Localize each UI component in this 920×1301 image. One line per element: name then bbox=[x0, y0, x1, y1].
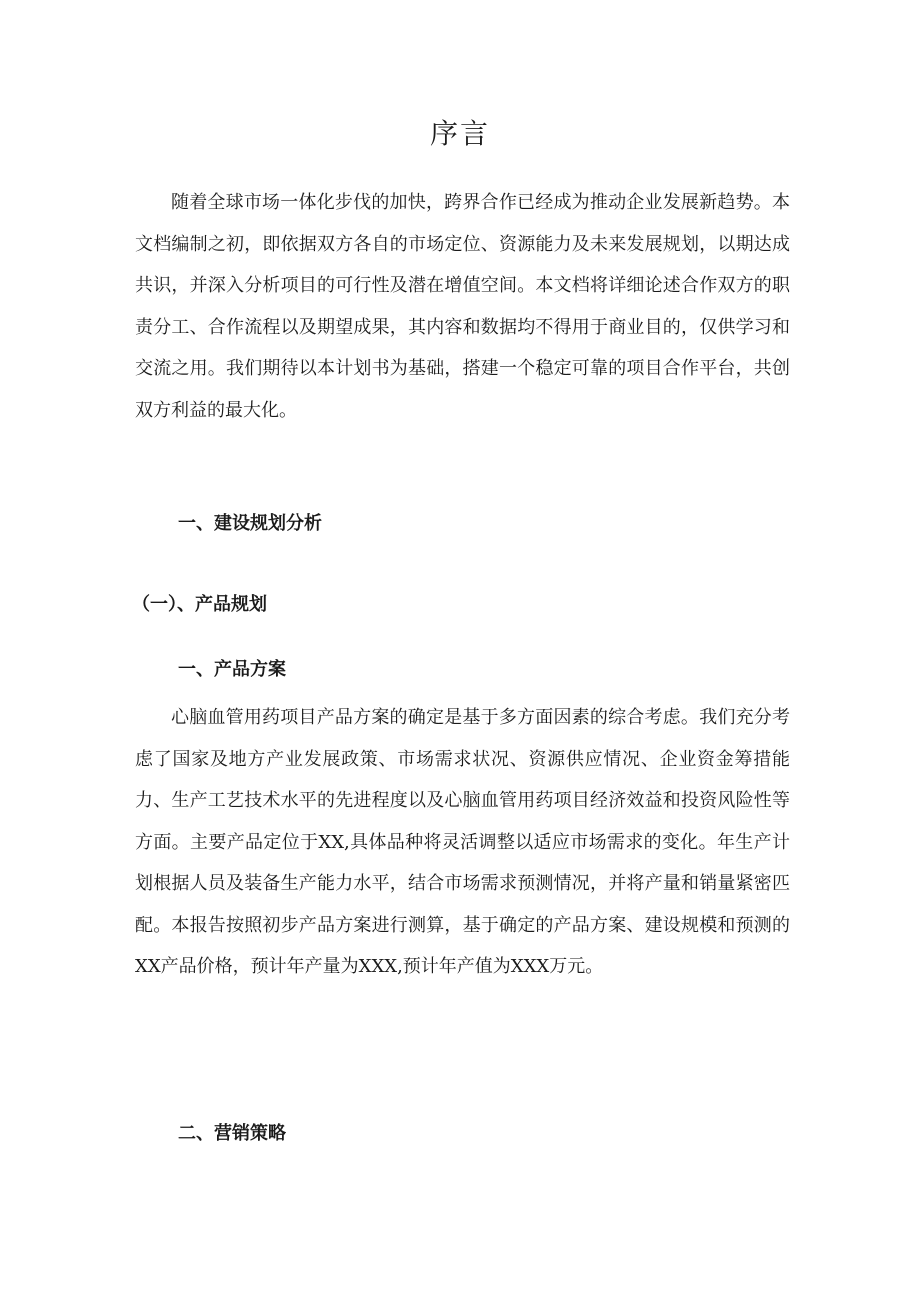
intro-paragraph: 随着全球市场一体化步伐的加快，跨界合作已经成为推动企业发展新趋势。本文档编制之初，即依据双方各自的市场定位、资源能力及未来发展规划，以期达成共识，并深入分析项目的可行性及潜在增值空间。本文档将详细论述合作双方的职责分工、合作流程以及期望成果，其内容和数据均不得用于商业目的，仅供学习和交流之用。我们期待以本计划书为基础，搭建一个稳定可靠的项目合作平台，共创双方利益的最大化。 bbox=[135, 192, 790, 421]
subsection-heading-product-planning: （一）、产品规划 bbox=[132, 594, 267, 615]
item-heading-product-plan: 一、产品方案 bbox=[178, 659, 286, 680]
section-heading-construction-planning: 一、建设规划分析 bbox=[178, 513, 322, 534]
item-heading-marketing-strategy: 二、营销策略 bbox=[178, 1123, 286, 1144]
product-plan-paragraph: 心脑血管用药项目产品方案的确定是基于多方面因素的综合考虑。我们充分考虑了国家及地方产业发展政策、市场需求状况、资源供应情况、企业资金筹措能力、生产工艺技术水平的先进程度以及心脑血管用药项目经济效益和投资风险性等方面。主要产品定位于XX,具体品种将灵活调整以适应市场需求的变化。年生产计划根据人员及装备生产能力水平，结合市场需求预测情况，并将产量和销量紧密匹配。本报告按照初步产品方案进行测算，基于确定的产品方案、建设规模和预测的XX产品价格，预计年产量为XXX,预计年产值为XXX万元。 bbox=[135, 707, 790, 977]
page-title: 序言 bbox=[429, 117, 490, 150]
